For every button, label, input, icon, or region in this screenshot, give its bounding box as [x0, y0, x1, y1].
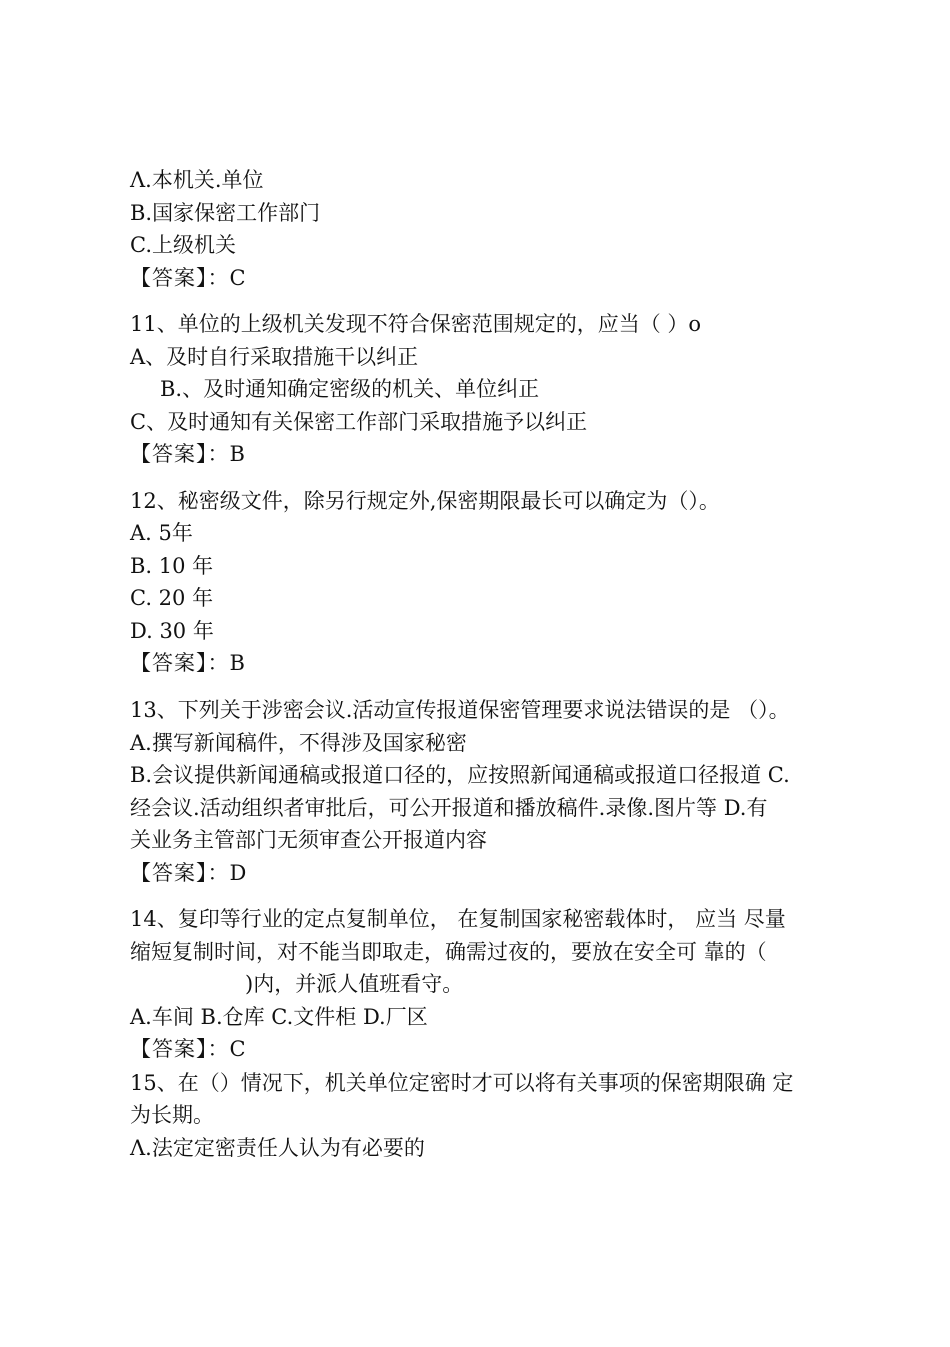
question-11: 11、单位的上级机关发现不符合保密范围规定的，应当（ ）o	[130, 312, 702, 336]
option-b-line: B.会议提供新闻通稿或报道口径的，应按照新闻通稿或报道口径报道 C.	[130, 763, 790, 787]
option-a-line: Λ.法定定密责任人认为有必要的	[130, 1136, 425, 1160]
option-d-line: D. 30 年	[130, 619, 214, 643]
option-a-line: A. 5年	[130, 521, 193, 545]
answer-line: 【答案】：B	[130, 442, 246, 466]
answer-line: 【答案】：C	[130, 266, 247, 290]
answer-line: 【答案】：B	[130, 651, 246, 675]
question-15-cont: 为长期。	[130, 1103, 214, 1127]
question-14-cont: 缩短复制时间，对不能当即取走，确需过夜的，要放在安全可 靠的（	[130, 940, 767, 964]
answer-line: 【答案】：D	[130, 861, 248, 885]
question-12: 12、秘密级文件，除另行规定外,保密期限最长可以确定为（）。	[130, 489, 720, 513]
option-c-line: 经会议.活动组织者审批后，可公开报道和播放稿件.录像.图片等 D.有	[130, 796, 768, 820]
answer-line: 【答案】：C	[130, 1037, 247, 1061]
options-line: A.车间 B.仓库 C.文件柜 D.厂区	[130, 1005, 428, 1029]
option-d-line: 关业务主管部门无须审查公开报道内容	[130, 828, 487, 852]
option-b-line: B.国家保密工作部门	[130, 201, 321, 225]
option-b-line: B.、及时通知确定密级的机关、单位纠正	[160, 377, 540, 401]
question-13: 13、下列关于涉密会议.活动宣传报道保密管理要求说法错误的是 （）。	[130, 698, 790, 722]
option-a-line: A.撰写新闻稿件，不得涉及国家秘密	[130, 731, 467, 755]
option-c-line: C、及时通知有关保密工作部门采取措施予以纠正	[130, 410, 588, 434]
option-a-line: Λ.本机关.单位	[130, 168, 264, 192]
question-15: 15、在（）情况下，机关单位定密时才可以将有关事项的保密期限确 定	[130, 1071, 794, 1095]
option-c-line: C. 20 年	[130, 586, 214, 610]
option-c-line: C.上级机关	[130, 233, 236, 257]
option-a-line: A、及时自行采取措施干以纠正	[130, 345, 419, 369]
option-b-line: B. 10 年	[130, 554, 214, 578]
question-14-cont: )内，并派人值班看守。	[245, 972, 464, 996]
question-14: 14、复印等行业的定点复制单位， 在复制国家秘密载体时， 应当 尽量	[130, 907, 786, 931]
